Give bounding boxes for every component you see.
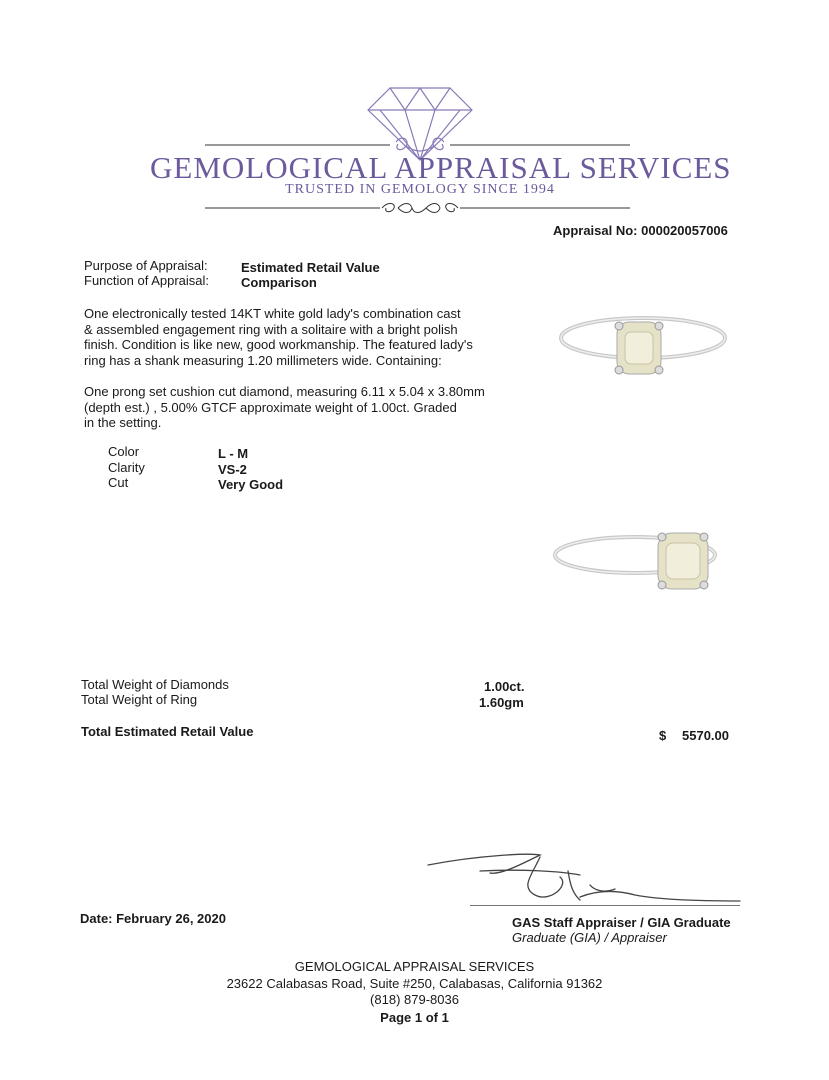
color-label: Color bbox=[108, 444, 140, 459]
ring-description-line: One electronically tested 14KT white gold lady's combination cast bbox=[84, 306, 461, 321]
footer-address: 23622 Calabasas Road, Suite #250, Calabasas, California 91362 bbox=[226, 976, 603, 991]
diamond-weight-label: Total Weight of Diamonds bbox=[81, 677, 229, 692]
purpose-value: Estimated Retail Value bbox=[241, 260, 380, 275]
ring-description bbox=[84, 306, 473, 368]
retail-value-label: Total Estimated Retail Value bbox=[81, 724, 254, 739]
currency-symbol: $ bbox=[659, 728, 667, 743]
ring-weight-label: Total Weight of Ring bbox=[81, 692, 198, 707]
ring-photo-top-view bbox=[555, 300, 730, 390]
appraisal-date: Date: February 26, 2020 bbox=[80, 911, 226, 926]
diamond-description-line: in the setting. bbox=[84, 415, 162, 430]
diamond-description-line: (depth est.) , 5.00% GTCF approximate weight of 1.00ct. Graded bbox=[84, 399, 457, 415]
company-name: GEMOLOGICAL APPRAISAL SERVICES bbox=[150, 150, 732, 185]
page-number: Page 1 of 1 bbox=[380, 1010, 449, 1025]
ring-weight-value: 1.60gm bbox=[479, 695, 524, 710]
clarity-value: VS-2 bbox=[218, 462, 247, 477]
retail-value-amount: 5570.00 bbox=[682, 728, 729, 743]
appraiser-subtitle: Graduate (GIA) / Appraiser bbox=[512, 930, 667, 945]
cut-label: Cut bbox=[108, 475, 129, 490]
diamond-weight-value: 1.00ct. bbox=[484, 679, 525, 694]
function-label: Function of Appraisal: bbox=[84, 273, 210, 288]
footer-phone: (818) 879-8036 bbox=[370, 992, 459, 1007]
function-value: Comparison bbox=[241, 275, 317, 290]
ring-description-line: finish. Condition is like new, good workmanship. The featured lady's bbox=[84, 337, 473, 352]
cut-value: Very Good bbox=[218, 477, 284, 492]
color-value: L - M bbox=[218, 446, 249, 461]
signature-line bbox=[470, 905, 740, 906]
footer-company: GEMOLOGICAL APPRAISAL SERVICES bbox=[294, 959, 535, 974]
diamond-description-line: One prong set cushion cut diamond, measuring 6.11 x 5.04 x 3.80mm bbox=[84, 384, 485, 399]
ring-photo-side-view bbox=[550, 515, 725, 605]
ring-description-line: & assembled engagement ring with a solitaire with a bright polish bbox=[84, 321, 458, 337]
appraiser-title: GAS Staff Appraiser / GIA Graduate bbox=[512, 915, 731, 930]
appraisal-number: Appraisal No: 000020057006 bbox=[553, 223, 728, 238]
ring-description-line: ring has a shank measuring 1.20 millimeters wide. Containing: bbox=[84, 352, 442, 368]
purpose-label: Purpose of Appraisal: bbox=[84, 258, 208, 273]
company-tagline: TRUSTED IN GEMOLOGY SINCE 1994 bbox=[285, 182, 555, 197]
clarity-label: Clarity bbox=[108, 460, 145, 475]
diamond-description bbox=[84, 384, 485, 431]
